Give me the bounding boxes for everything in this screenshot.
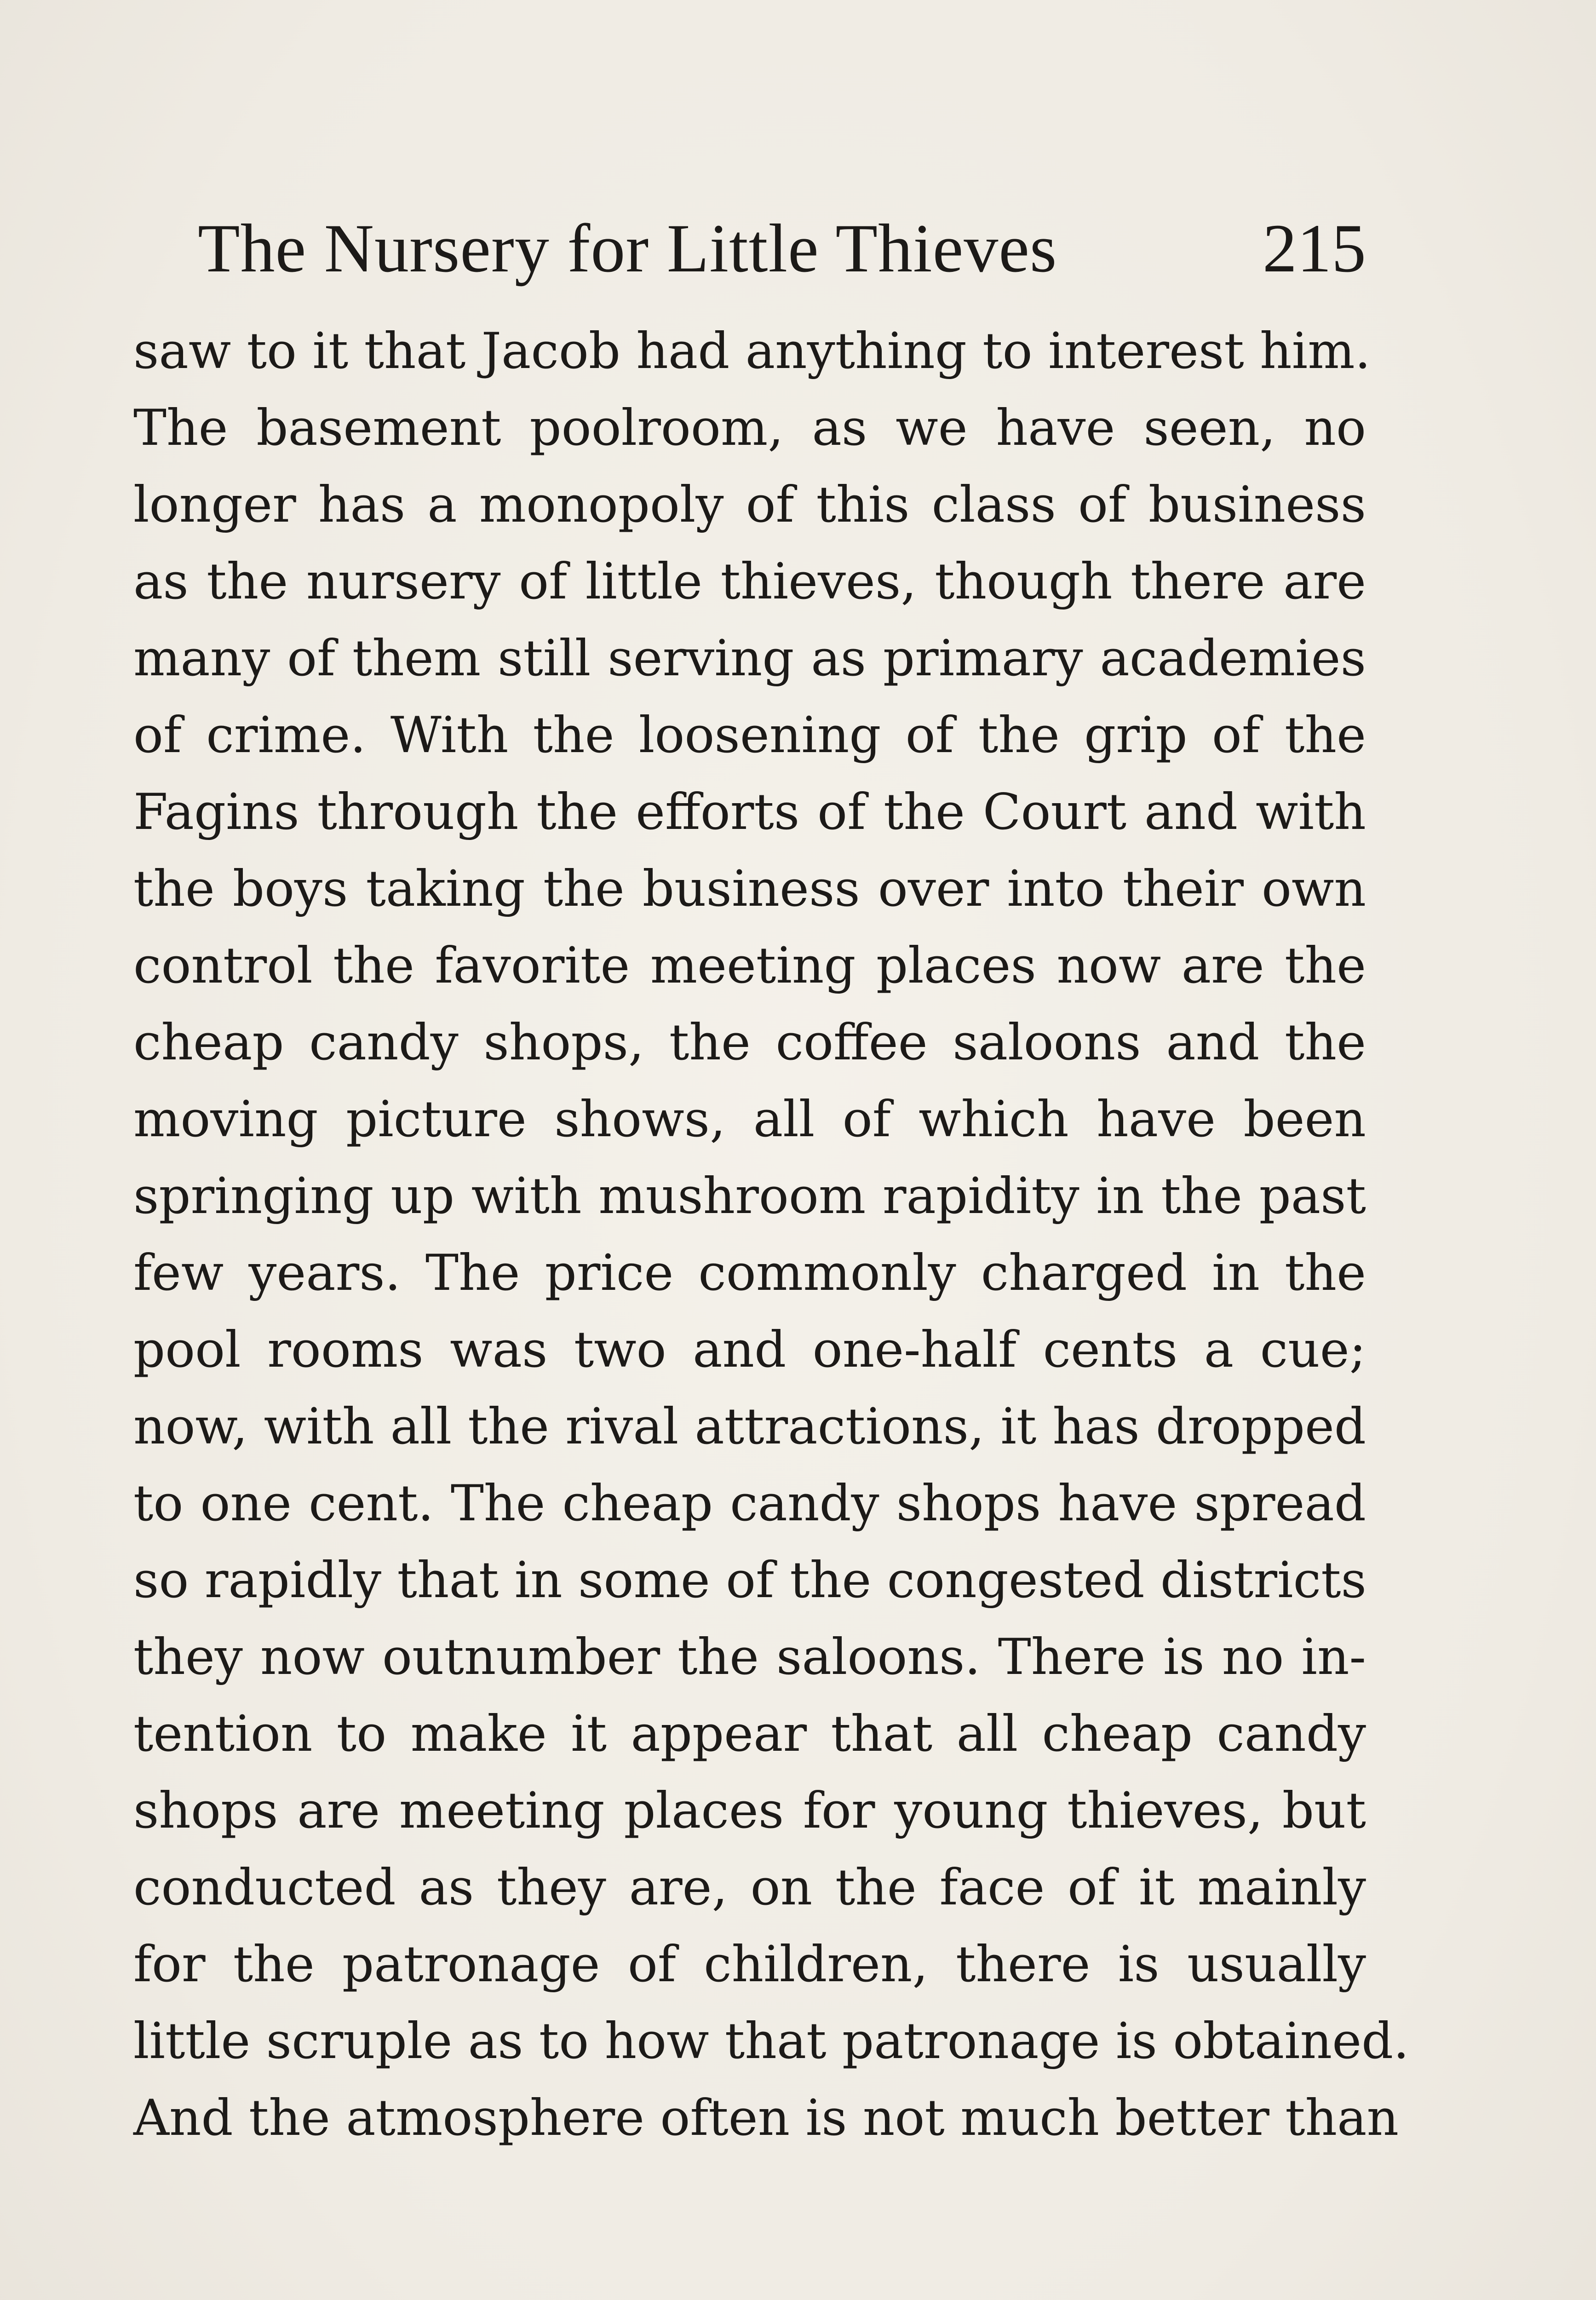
text-line: And the atmosphere often is not much better than <box>133 2089 1399 2147</box>
running-title: The Nursery for Little Thieves <box>198 210 1057 287</box>
text-line: pool rooms was two and one-half cents a cue; <box>133 1321 1366 1379</box>
text-line: control the favorite meeting places now are the <box>133 937 1366 995</box>
text-line: Fagins through the efforts of the Court and with <box>133 783 1366 841</box>
text-line: many of them still serving as primary academies <box>133 630 1366 687</box>
text-line: moving picture shows, all of which have been <box>133 1091 1366 1148</box>
text-line: longer has a monopoly of this class of business <box>133 476 1366 534</box>
page-header <box>198 202 1366 294</box>
text-line: for the patronage of children, there is usually <box>133 1936 1366 1993</box>
text-line: of crime. With the loosening of the grip of the <box>133 707 1366 764</box>
page-number: 215 <box>1263 210 1366 287</box>
text-line: springing up with mushroom rapidity in the past <box>133 1167 1366 1225</box>
text-line: as the nursery of little thieves, though there are <box>133 553 1366 610</box>
text-line: saw to it that Jacob had anything to interest him. <box>133 322 1371 380</box>
text-line: conducted as they are, on the face of it mainly <box>133 1859 1366 1916</box>
text-line: The basement poolroom, as we have seen, no <box>133 399 1366 457</box>
body-text <box>133 313 1409 2156</box>
text-line: shops are meeting places for young thieves, but <box>133 1782 1366 1840</box>
text-line: so rapidly that in some of the congested districts <box>133 1552 1366 1609</box>
text-line: now, with all the rival attractions, it has dropped <box>133 1398 1366 1455</box>
text-line: little scruple as to how that patronage is obtained. <box>133 2012 1409 2070</box>
text-line: few years. The price commonly charged in the <box>133 1244 1366 1302</box>
text-line: to one cent. The cheap candy shops have spread <box>133 1475 1366 1532</box>
text-line: cheap candy shops, the coffee saloons and the <box>133 1014 1366 1071</box>
text-line: they now outnumber the saloons. There is no in- <box>133 1628 1366 1686</box>
text-line: the boys taking the business over into their own <box>133 860 1366 918</box>
text-line: tention to make it appear that all cheap candy <box>133 1705 1366 1763</box>
